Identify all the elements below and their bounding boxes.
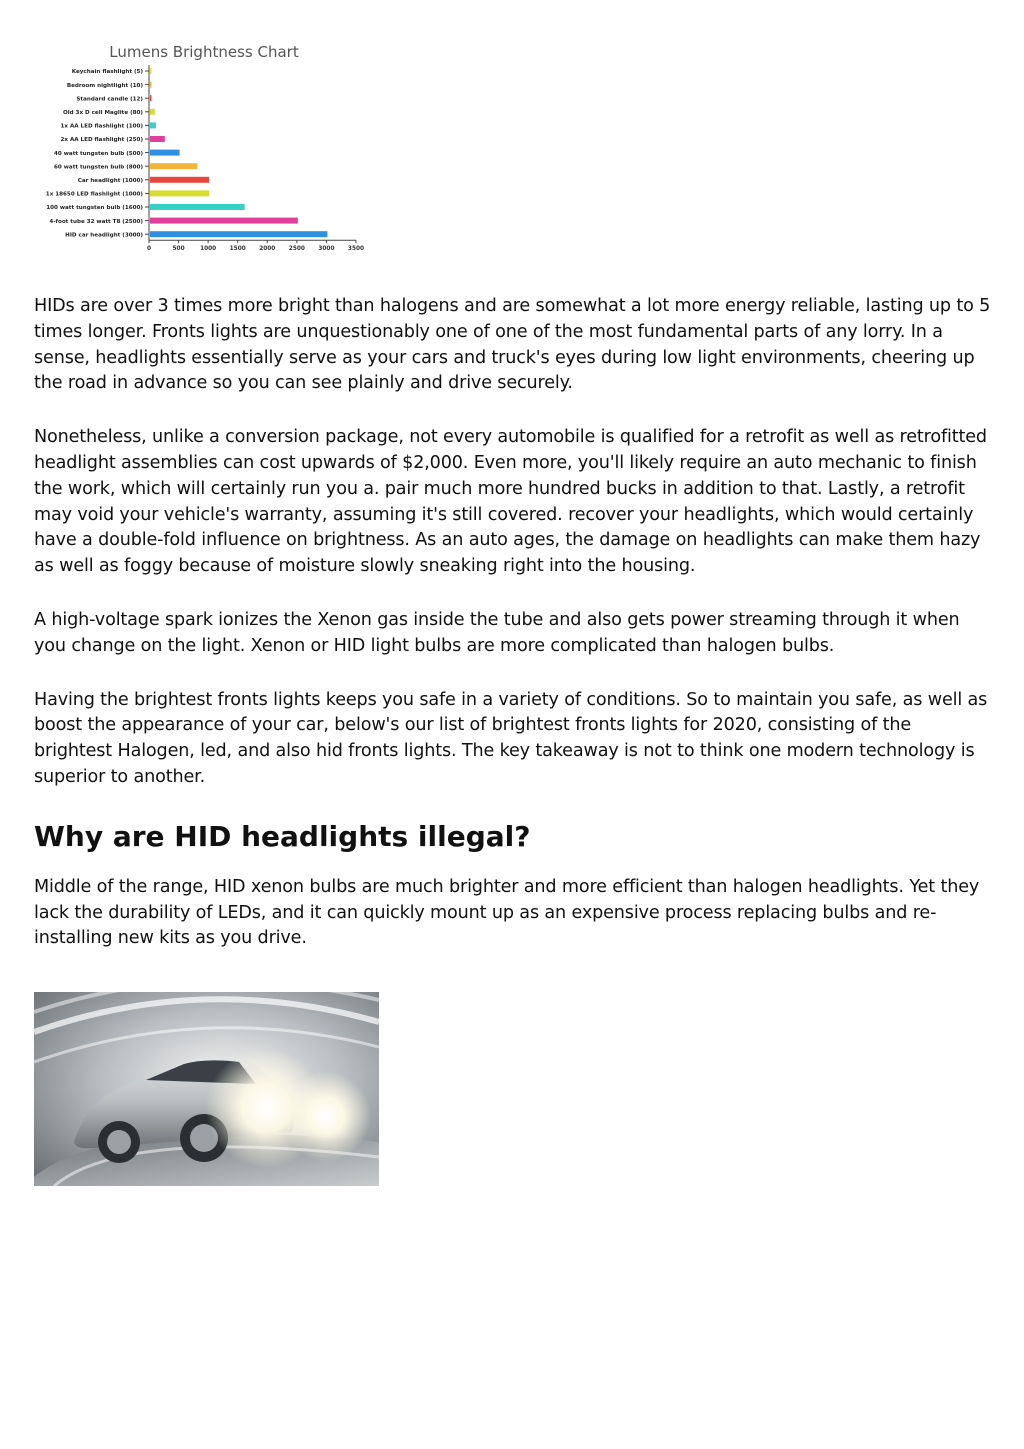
paragraph-xenon-spark: A high-voltage spark ionizes the Xenon gas inside the tube and also gets power streaming through it when you change on the light. Xenon or HID light bulbs are more complicated than halogen bulbs. — [34, 609, 960, 656]
category-label: Old 3x D cell Maglite (80) — [62, 110, 143, 116]
bar — [150, 122, 156, 128]
category-label: 2x AA LED flashlight (250) — [60, 137, 143, 144]
chart-title: Lumens Brightness Chart — [109, 43, 299, 61]
bar — [150, 231, 327, 237]
section-heading: Why are HID headlights illegal? — [34, 819, 531, 853]
bar — [150, 82, 152, 88]
category-label: 1x AA LED flashlight (100) — [60, 123, 143, 130]
bar — [150, 136, 165, 142]
paragraph-hid-brightness: HIDs are over 3 times more bright than halogens and are somewhat a lot more energy reliable, lasting up to 5 times longer. Fronts lights are unquestionably one of one of the most fundamental parts of any lorry. In a sense, headlights essentially serve as your cars and truck's eyes during low light environments, cheering up the road in advance so you can see plainly and drive securely. — [34, 296, 991, 394]
bar — [150, 95, 152, 101]
bar — [150, 109, 155, 115]
bar — [150, 68, 152, 74]
bar — [150, 218, 298, 224]
article-body — [34, 294, 992, 980]
category-label: 4-foot tube 32 watt T8 (2500) — [49, 218, 143, 225]
category-label: Standard candle (12) — [76, 96, 143, 103]
x-tick-label: 500 — [172, 246, 185, 253]
category-label: 100 watt tungsten bulb (1600) — [46, 205, 143, 212]
category-label: HID car headlight (3000) — [65, 232, 143, 239]
category-label: Keychain flashlight (5) — [71, 69, 143, 76]
x-tick-label: 1500 — [229, 246, 246, 253]
paragraph-middle-range: Middle of the range, HID xenon bulbs are much brighter and more efficient than halogen headlights. Yet they lack the durability of LEDs, and it can quickly mount up as an expensive process replacing bulbs and re-installing new kits as you drive. — [34, 876, 980, 949]
bar — [150, 150, 180, 156]
bar — [150, 177, 209, 183]
x-tick-label: 2500 — [288, 246, 305, 253]
lumens-brightness-chart — [34, 38, 374, 260]
bar — [150, 190, 209, 196]
x-tick-label: 2000 — [259, 246, 276, 253]
x-tick-label: 1000 — [200, 246, 217, 253]
category-label: 60 watt tungsten bulb (800) — [54, 164, 143, 171]
bar — [150, 163, 197, 169]
bar — [150, 204, 245, 210]
category-label: Car headlight (1000) — [77, 178, 143, 184]
car-headlights-photo — [34, 992, 379, 1186]
category-label: 1x 18650 LED flashlight (1000) — [45, 191, 143, 198]
category-label: 40 watt tungsten bulb (500) — [54, 150, 143, 157]
x-tick-label: 3500 — [347, 246, 365, 253]
x-tick-label: 3000 — [318, 246, 335, 253]
x-tick-label: 0 — [146, 246, 152, 253]
car-photo-illustration — [34, 992, 379, 1186]
category-label: Bedroom nightlight (10) — [66, 82, 143, 89]
chart-canvas — [34, 38, 374, 260]
paragraph-brightest-headlights: Having the brightest fronts lights keeps you safe in a variety of conditions. So to maintain you safe, as well as boost the appearance of your car, below's our list of brightest fronts lights for 2020, consisting of the brightest Halogen, led, and also hid fronts lights. The key takeaway is not to think one modern technology is superior to another. — [34, 689, 988, 787]
paragraph-retrofit: Nonetheless, unlike a conversion package, not every automobile is qualified for a retrofit as well as retrofitted headlight assemblies can cost upwards of $2,000. Even more, you'll likely require an auto mechanic to finish the work, which will certainly run you a. pair much more hundred bucks in addition to that. Lastly, a retrofit may void your vehicle's warranty, assuming it's still covered. recover your headlights, which would certainly have a double-fold influence on brightness. As an auto ages, the damage on headlights can make them hazy as well as foggy because of moisture slowly sneaking right into the housing. — [34, 427, 987, 577]
